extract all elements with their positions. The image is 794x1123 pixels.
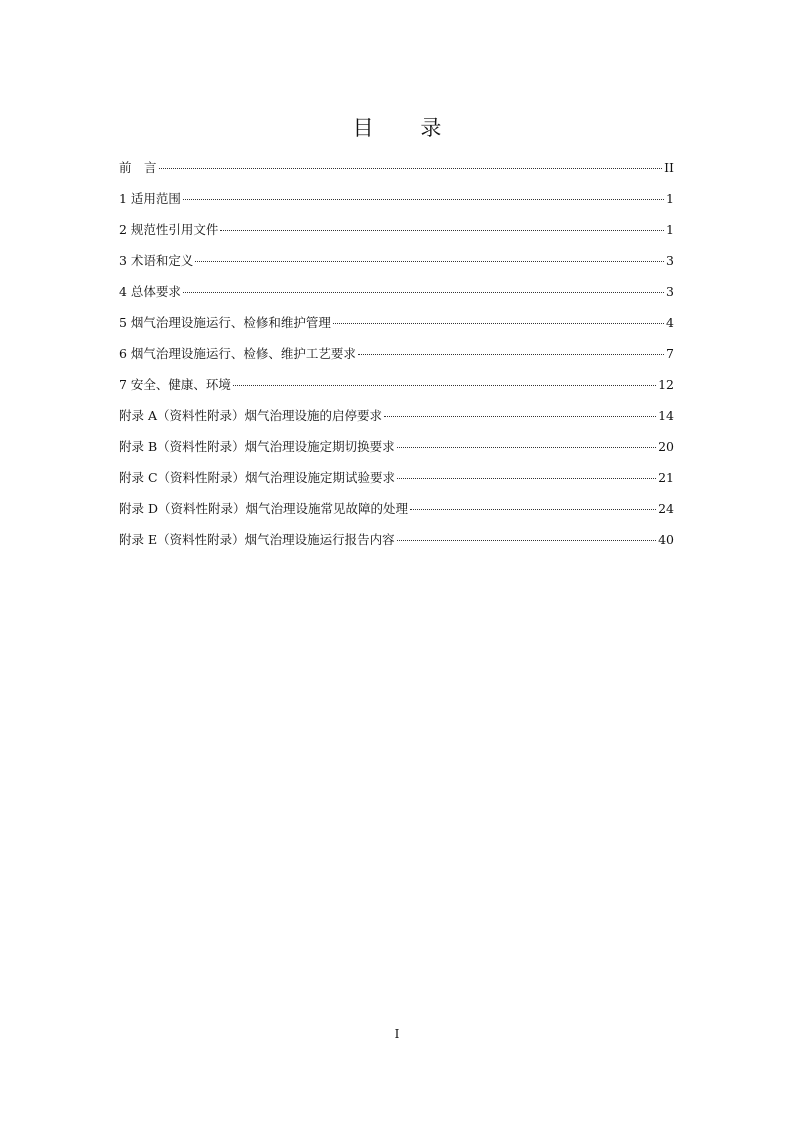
toc-entry-safety-health-environment[interactable]	[119, 375, 674, 406]
toc-entry-page: 1	[666, 222, 674, 237]
toc-entry-label: 5 烟气治理设施运行、检修和维护管理	[119, 315, 331, 330]
dot-leader	[195, 261, 664, 262]
toc-title: 目 录	[352, 116, 462, 140]
toc-entry-appendix-a[interactable]	[119, 406, 674, 437]
toc-entry-page: 40	[658, 532, 674, 547]
dot-leader	[333, 323, 664, 324]
toc-entry-page: 1	[666, 191, 674, 206]
toc-entry-process-requirements[interactable]	[119, 344, 674, 375]
toc-entry-page: 12	[658, 377, 674, 392]
dot-leader	[220, 230, 664, 231]
toc-entry-label: 2 规范性引用文件	[119, 222, 219, 237]
dot-leader	[397, 447, 656, 448]
dot-leader	[159, 168, 663, 169]
dot-leader	[183, 292, 664, 293]
dot-leader	[233, 385, 656, 386]
page-number: I	[394, 1027, 400, 1041]
dot-leader	[410, 509, 656, 510]
toc-entry-label: 前 言	[119, 160, 157, 175]
toc-entry-page: 3	[666, 253, 674, 268]
toc-entry-label: 3 术语和定义	[119, 253, 194, 268]
toc-entry-label: 6 烟气治理设施运行、检修、维护工艺要求	[119, 346, 356, 361]
toc-entry-label: 1 适用范围	[119, 191, 181, 206]
toc-entry-label: 附录 E（资料性附录）烟气治理设施运行报告内容	[119, 532, 395, 547]
toc-list	[119, 158, 674, 561]
toc-entry-label: 附录 A（资料性附录）烟气治理设施的启停要求	[119, 408, 383, 423]
toc-entry-general-requirements[interactable]	[119, 282, 674, 313]
toc-entry-page: 24	[658, 501, 674, 516]
toc-entry-operation-management[interactable]	[119, 313, 674, 344]
toc-entry-appendix-c[interactable]	[119, 468, 674, 499]
toc-entry-foreword[interactable]	[119, 158, 674, 189]
toc-entry-label: 附录 C（资料性附录）烟气治理设施定期试验要求	[119, 470, 396, 485]
dot-leader	[397, 478, 656, 479]
toc-entry-page: 14	[658, 408, 674, 423]
dot-leader	[183, 199, 664, 200]
toc-entry-label: 附录 D（资料性附录）烟气治理设施常见故障的处理	[119, 501, 408, 516]
toc-entry-appendix-e[interactable]	[119, 530, 674, 561]
toc-entry-scope[interactable]	[119, 189, 674, 220]
toc-entry-page: II	[664, 160, 674, 175]
toc-entry-appendix-d[interactable]	[119, 499, 674, 530]
toc-entry-label: 附录 B（资料性附录）烟气治理设施定期切换要求	[119, 439, 395, 454]
dot-leader	[384, 416, 656, 417]
dot-leader	[397, 540, 656, 541]
toc-entry-label: 4 总体要求	[119, 284, 181, 299]
toc-entry-page: 3	[666, 284, 674, 299]
toc-entry-normative-references[interactable]	[119, 220, 674, 251]
toc-entry-label: 7 安全、健康、环境	[119, 377, 231, 392]
dot-leader	[358, 354, 664, 355]
toc-entry-appendix-b[interactable]	[119, 437, 674, 468]
toc-entry-terms-definitions[interactable]	[119, 251, 674, 282]
toc-entry-page: 21	[658, 470, 674, 485]
toc-entry-page: 20	[658, 439, 674, 454]
toc-entry-page: 7	[666, 346, 674, 361]
toc-entry-page: 4	[666, 315, 674, 330]
